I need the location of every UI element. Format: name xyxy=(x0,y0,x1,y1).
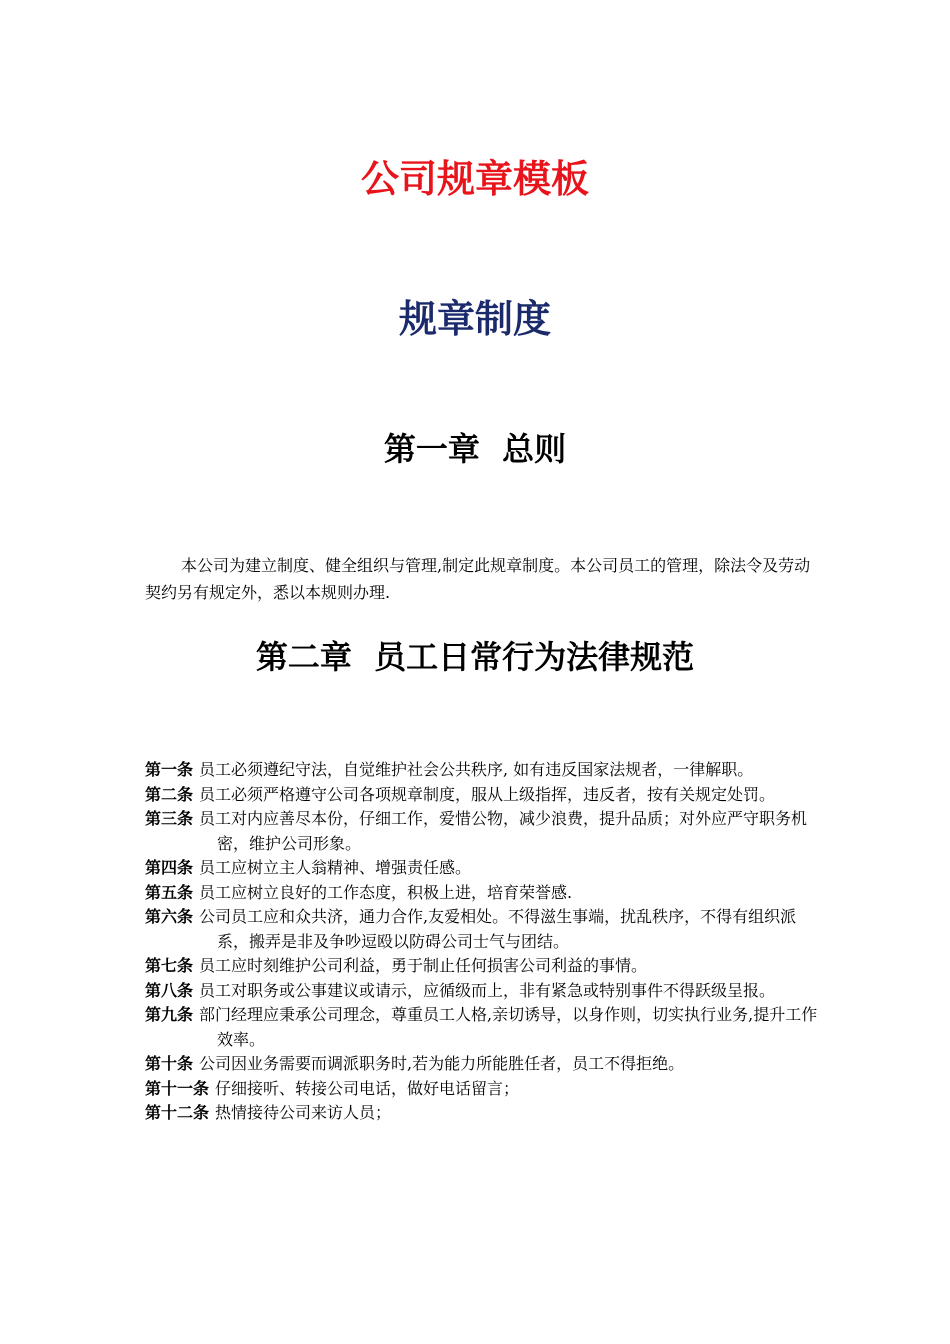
article-text: 公司因业务需要而调派职务时,若为能力所能胜任者，员工不得拒绝。 xyxy=(199,1054,685,1073)
article-text: 员工必须严格遵守公司各项规章制度，服从上级指挥，违反者，按有关规定处罚。 xyxy=(199,784,776,804)
article-number: 第五条 xyxy=(145,882,194,902)
article-number: 第十条 xyxy=(145,1054,194,1073)
document-title: 公司规章模板 xyxy=(360,157,589,201)
article-number: 第二条 xyxy=(145,784,194,804)
article-text: 员工应时刻维护公司利益，勇于制止任何损害公司利益的事情。 xyxy=(199,956,648,975)
article-item xyxy=(145,1101,825,1126)
article-number: 第三条 xyxy=(145,809,194,828)
article-item xyxy=(145,954,825,979)
article-number: 第十二条 xyxy=(145,1103,210,1122)
article-item xyxy=(145,881,825,906)
chapter-1-heading: 第一章 总则 xyxy=(383,430,567,468)
article-item xyxy=(145,856,825,881)
article-number: 第七条 xyxy=(145,956,194,975)
article-number: 第一条 xyxy=(145,760,194,779)
article-number: 第十一条 xyxy=(145,1078,210,1098)
article-text: 部门经理应秉承公司理念，尊重员工人格,亲切诱导，以身作则，切实执行业务,提升工作效率。 xyxy=(199,1005,818,1049)
article-number: 第八条 xyxy=(145,980,194,1000)
article-text: 仔细接听、转接公司电话，做好电话留言； xyxy=(215,1078,520,1098)
article-list xyxy=(145,758,825,1126)
article-text: 员工对内应善尽本份，仔细工作，爱惜公物，减少浪费，提升品质；对外应严守职务机密，维护公司形象。 xyxy=(199,809,808,853)
article-item xyxy=(145,1077,825,1102)
article-number: 第九条 xyxy=(145,1005,194,1024)
article-item xyxy=(145,807,825,856)
article-item xyxy=(145,1003,825,1052)
chapter-1-intro: 本公司为建立制度、健全组织与管理,制定此规章制度。本公司员工的管理，除法令及劳动契约另有规定外，悉以本规则办理. xyxy=(145,556,811,602)
article-text: 员工必须遵纪守法，自觉维护社会公共秩序, 如有违反国家法规者，一律解职。 xyxy=(199,760,754,779)
article-item xyxy=(145,1052,825,1077)
article-text: 公司员工应和众共济，通力合作,友爱相处。不得滋生事端，扰乱秩序，不得有组织派系，搬弄是非及争吵逗殴以防碍公司士气与团结。 xyxy=(199,907,797,951)
article-item xyxy=(145,905,825,954)
article-item xyxy=(145,979,825,1004)
chapter-2-heading: 第二章 员工日常行为法律规范 xyxy=(255,638,695,676)
article-text: 员工应树立良好的工作态度，积极上进，培育荣誉感. xyxy=(199,882,573,902)
article-item xyxy=(145,758,825,783)
article-number: 第六条 xyxy=(145,907,194,926)
article-item xyxy=(145,783,825,808)
article-text: 员工对职务或公事建议或请示，应循级而上，非有紧急或特别事件不得跃级呈报。 xyxy=(199,980,776,1000)
article-text: 员工应树立主人翁精神、增强责任感。 xyxy=(199,858,472,877)
document-subtitle: 规章制度 xyxy=(398,297,551,341)
article-number: 第四条 xyxy=(145,858,194,877)
article-text: 热情接待公司来访人员； xyxy=(215,1103,392,1122)
